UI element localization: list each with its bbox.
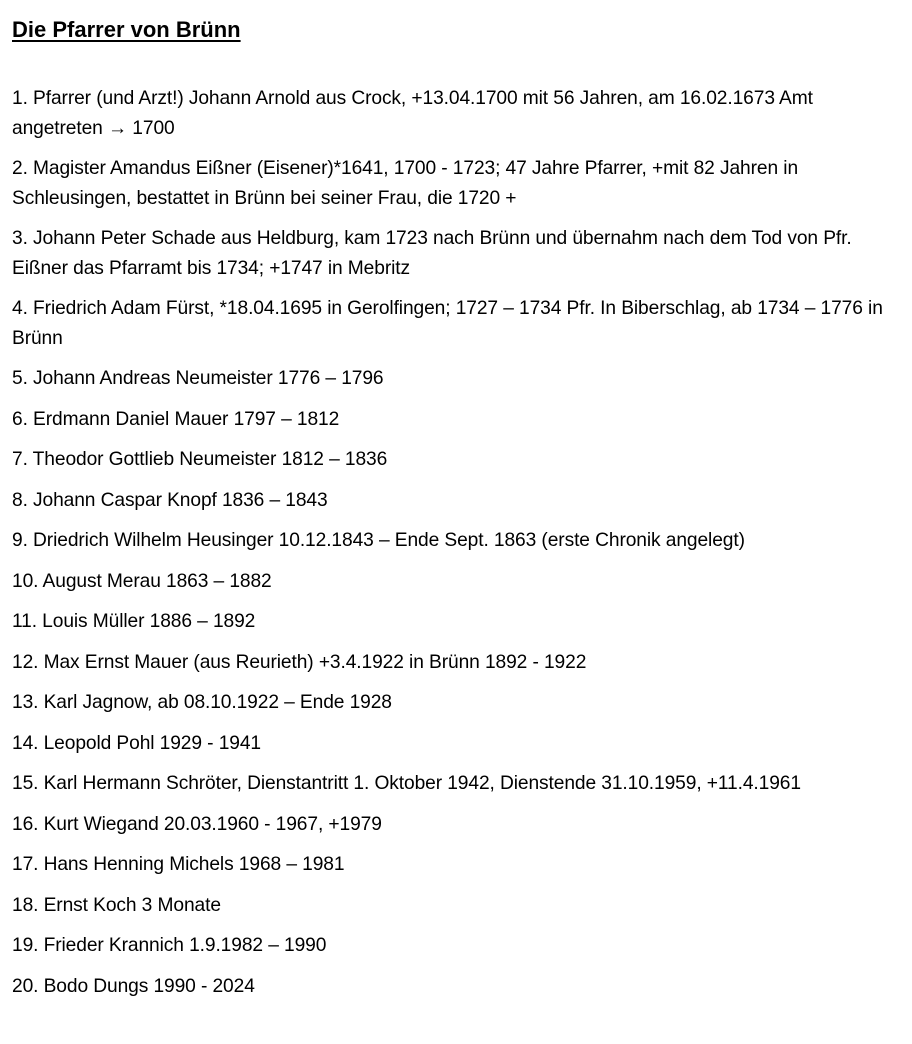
pastor-entry-8: 8. Johann Caspar Knopf 1836 – 1843: [12, 489, 328, 511]
pastor-entry-15: 15. Karl Hermann Schröter, Dienstantritt 1. Oktober 1942, Dienstende 31.10.1959, +11.4.1961: [12, 773, 801, 794]
pastor-entry-19: 19. Frieder Krannich 1.9.1982 – 1990: [12, 935, 327, 956]
pastor-entry-1: 1. Pfarrer (und Arzt!) Johann Arnold aus Crock, +13.04.1700 mit 56 Jahren, am 16.02.1673 Amt angetreten → 1700: [12, 88, 813, 139]
pastor-list: [12, 84, 904, 1012]
pastor-entry-6: 6. Erdmann Daniel Mauer 1797 – 1812: [12, 408, 340, 430]
pastor-entry-9: 9. Driedrich Wilhelm Heusinger 10.12.1843 – Ende Sept. 1863 (erste Chronik angelegt): [12, 530, 745, 551]
pastor-entry-13: 13. Karl Jagnow, ab 08.10.1922 – Ende 1928: [12, 692, 392, 713]
pastor-entry-4: 4. Friedrich Adam Fürst, *18.04.1695 in Gerolfingen; 1727 – 1734 Pfr. In Biberschlag, ab 1734 – 1776 in Brünn: [12, 298, 883, 349]
pastor-entry-17: 17. Hans Henning Michels 1968 – 1981: [12, 854, 345, 875]
pastor-entry-11: 11. Louis Müller 1886 – 1892: [12, 611, 256, 632]
pastor-entry-12: 12. Max Ernst Mauer (aus Reurieth) +3.4.1922 in Brünn 1892 - 1922: [12, 651, 587, 673]
pastor-entry-10: 10. August Merau 1863 – 1882: [12, 570, 272, 592]
pastor-entry-16: 16. Kurt Wiegand 20.03.1960 - 1967, +1979: [12, 813, 382, 835]
pastor-entry-2: 2. Magister Amandus Eißner (Eisener)*1641, 1700 - 1723; 47 Jahre Pfarrer, +mit 82 Jahren in Schleusingen, bestattet in Brünn bei seiner Frau, die 1720 +: [12, 158, 799, 209]
pastor-entry-5: 5. Johann Andreas Neumeister 1776 – 1796: [12, 368, 384, 389]
pastor-entry-14: 14. Leopold Pohl 1929 - 1941: [12, 732, 261, 754]
pastor-entry-18: 18. Ernst Koch 3 Monate: [12, 894, 221, 916]
pastor-entry-3: 3. Johann Peter Schade aus Heldburg, kam 1723 nach Brünn und übernahm nach dem Tod von Pfr. Eißner das Pfarramt bis 1734; +1747 in Mebritz: [12, 228, 852, 279]
pastor-entry-7: 7. Theodor Gottlieb Neumeister 1812 – 1836: [12, 449, 388, 470]
pastor-entry-20: 20. Bodo Dungs 1990 - 2024: [12, 975, 255, 997]
document-title: Die Pfarrer von Brünn: [12, 17, 241, 42]
